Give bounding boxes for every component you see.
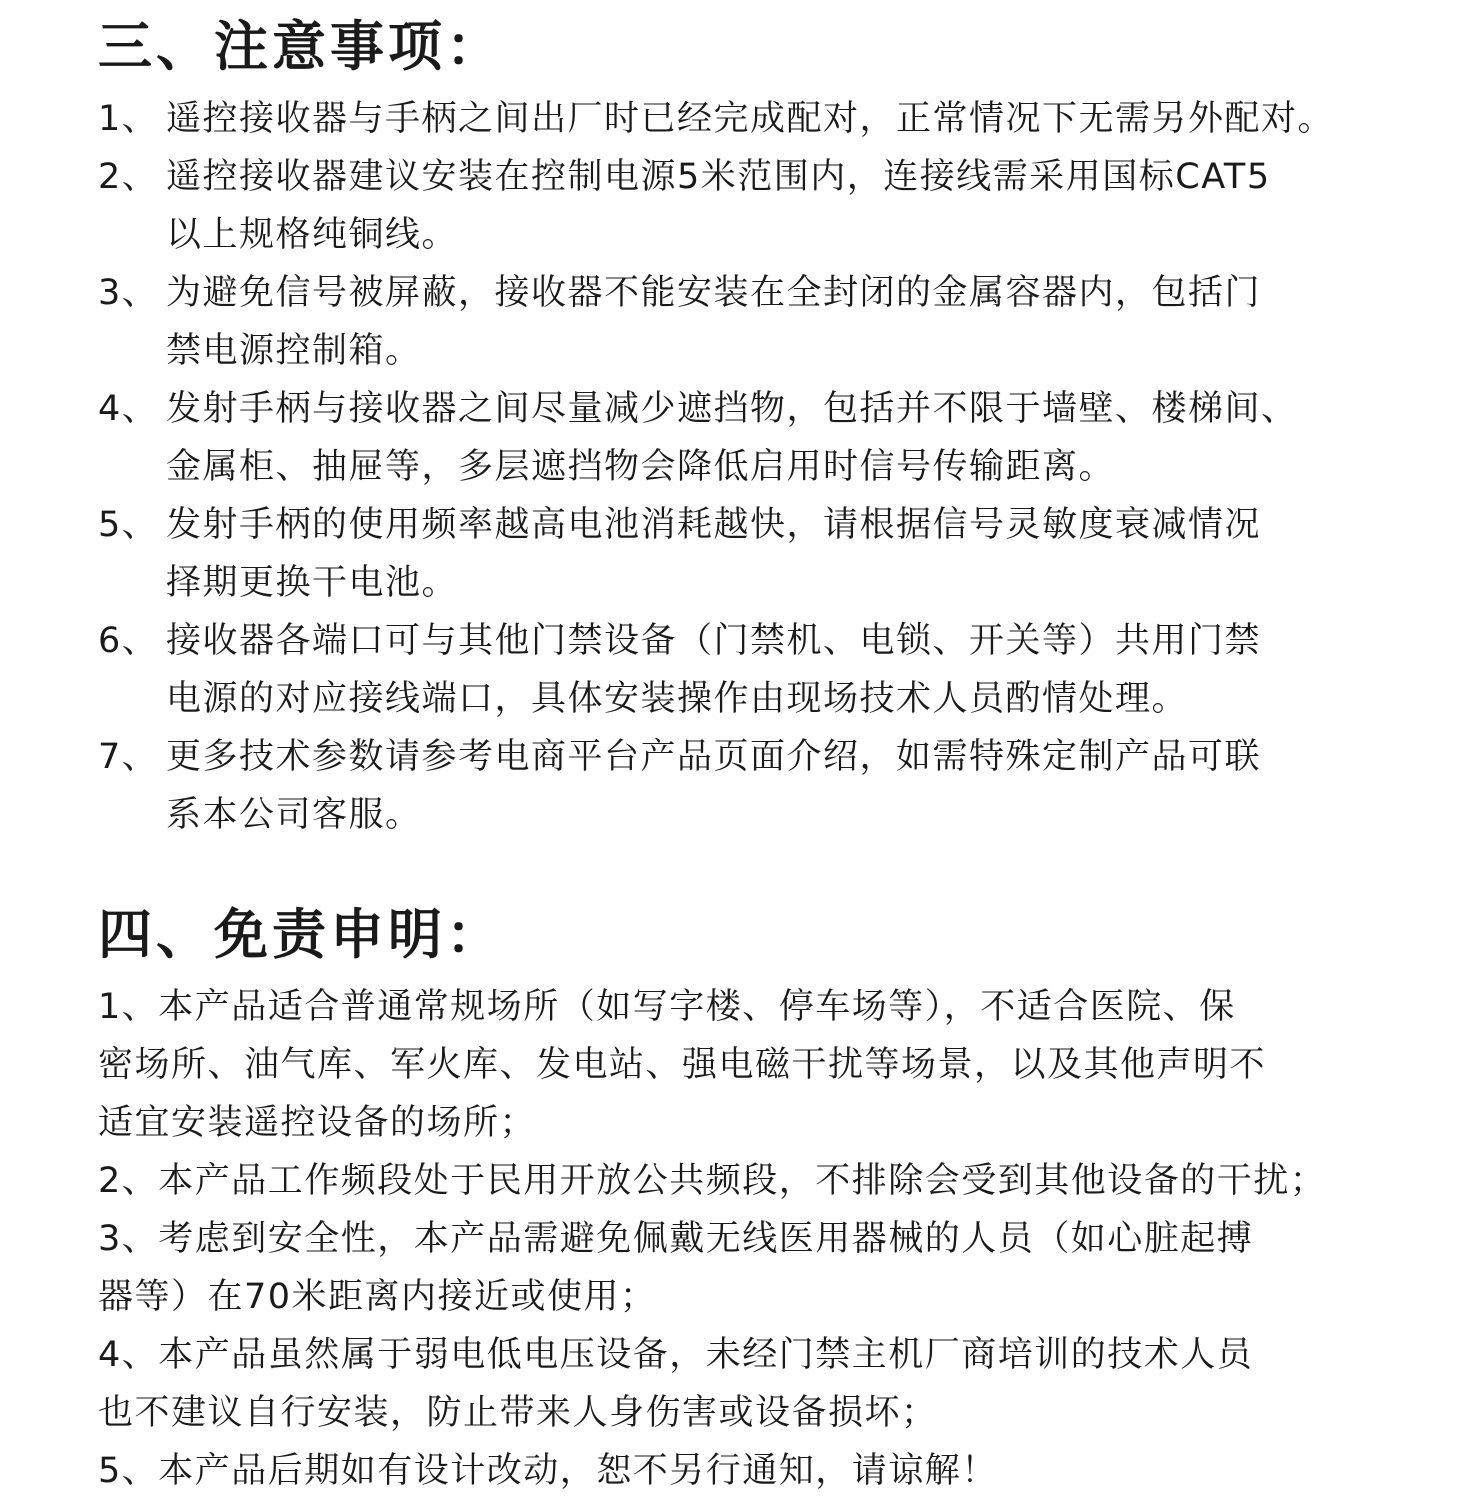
notes-item-text: 遥控接收器与手柄之间出厂时已经完成配对，正常情况下无需另外配对。	[166, 99, 1335, 139]
notes-item	[98, 728, 1458, 844]
disclaimer-item-text: 考虑到安全性，本产品需避免佩戴无线医用器械的人员（如心脏起搏	[158, 1219, 1254, 1259]
notes-item-number: 3、	[98, 273, 159, 313]
notes-item	[98, 496, 1458, 612]
notes-item-text: 发射手柄的使用频率越高电池消耗越快，请根据信号灵敏度衰减情况	[166, 505, 1262, 545]
disclaimer-heading: 四、免责申明：	[98, 903, 504, 966]
notes-item	[98, 90, 1458, 148]
notes-item-text: 择期更换干电池。	[166, 563, 459, 603]
disclaimer-item-text: 密场所、油气库、军火库、发电站、强电磁干扰等场景，以及其他声明不	[98, 1045, 1267, 1085]
notes-item-text: 系本公司客服。	[166, 795, 422, 835]
notes-item-number: 6、	[98, 621, 159, 661]
disclaimer-item-number: 1、	[98, 987, 159, 1027]
notes-item-number: 4、	[98, 389, 159, 429]
disclaimer-item-text: 本产品适合普通常规场所（如写字楼、停车场等），不适合医院、保	[158, 987, 1236, 1027]
disclaimer-item-number: 2、	[98, 1161, 159, 1201]
notes-item	[98, 612, 1458, 728]
notes-item-text: 为避免信号被屏蔽，接收器不能安装在全封闭的金属容器内，包括门	[166, 273, 1262, 313]
notes-item-text: 电源的对应接线端口，具体安装操作由现场技术人员酌情处理。	[166, 679, 1189, 719]
notes-item-text: 以上规格纯铜线。	[166, 215, 459, 255]
disclaimer-item	[98, 1326, 1458, 1442]
notes-heading: 三、注意事项：	[98, 15, 504, 78]
disclaimer-item-text: 适宜安装遥控设备的场所；	[98, 1103, 537, 1143]
disclaimer-item	[98, 978, 1458, 1152]
notes-item-text: 接收器各端口可与其他门禁设备（门禁机、电锁、开关等）共用门禁	[166, 621, 1262, 661]
notes-section	[98, 12, 1458, 844]
disclaimer-item-text: 本产品工作频段处于民用开放公共频段，不排除会受到其他设备的干扰；	[158, 1161, 1327, 1201]
disclaimer-item-text: 本产品虽然属于弱电低电压设备，未经门禁主机厂商培训的技术人员	[158, 1335, 1254, 1375]
disclaimer-item-number: 3、	[98, 1219, 159, 1259]
notes-item-text: 发射手柄与接收器之间尽量减少遮挡物，包括并不限于墙壁、楼梯间、	[166, 389, 1298, 429]
notes-item-text: 更多技术参数请参考电商平台产品页面介绍，如需特殊定制产品可联	[166, 737, 1262, 777]
disclaimer-item-number: 5、	[98, 1451, 159, 1491]
notes-item	[98, 148, 1458, 264]
disclaimer-item-number: 4、	[98, 1335, 159, 1375]
disclaimer-item	[98, 1210, 1458, 1326]
disclaimer-item	[98, 1152, 1458, 1210]
notes-item-number: 5、	[98, 505, 159, 545]
notes-item-text: 禁电源控制箱。	[166, 331, 422, 371]
disclaimer-item-text: 器等）在70米距离内接近或使用；	[98, 1277, 657, 1317]
notes-item-text: 金属柜、抽屉等，多层遮挡物会降低启用时信号传输距离。	[166, 447, 1116, 487]
disclaimer-item-text: 本产品后期如有设计改动，恕不另行通知，请谅解！	[158, 1451, 998, 1491]
notes-item-text: 遥控接收器建议安装在控制电源5米范围内，连接线需采用国标CAT5	[166, 157, 1271, 197]
notes-item-number: 2、	[98, 157, 159, 197]
notes-item-number: 1、	[98, 99, 159, 139]
notes-item	[98, 380, 1458, 496]
notes-item-number: 7、	[98, 737, 159, 777]
disclaimer-section	[98, 900, 1458, 1500]
disclaimer-item-text: 也不建议自行安装，防止带来人身伤害或设备损坏；	[98, 1393, 938, 1433]
notes-item	[98, 264, 1458, 380]
disclaimer-item	[98, 1442, 1458, 1500]
